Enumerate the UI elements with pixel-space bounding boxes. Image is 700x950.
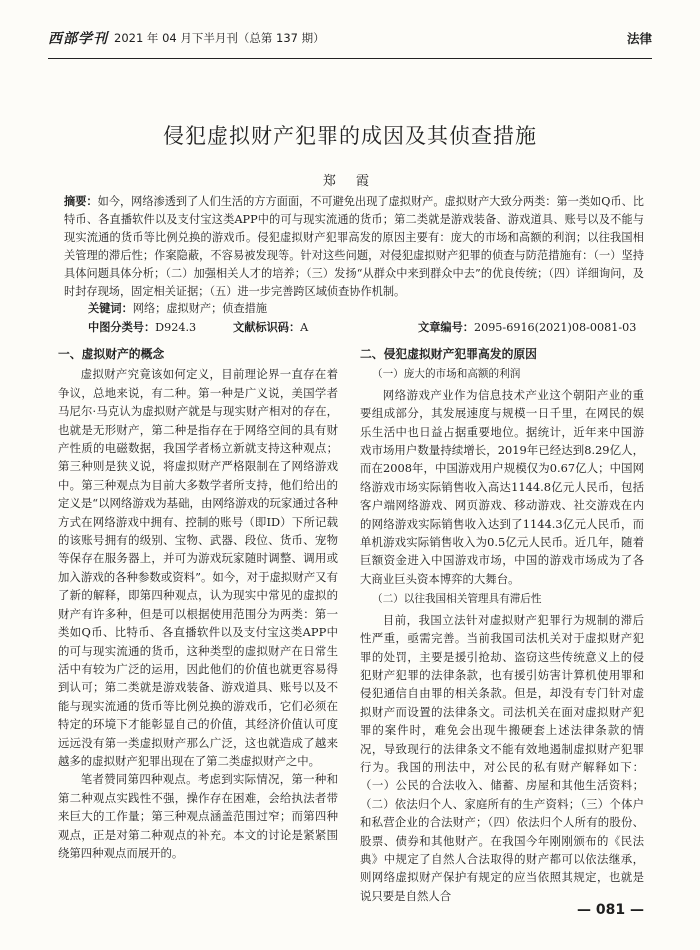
header-rule [48, 58, 652, 59]
paragraph: 虚拟财产究竟该如何定义，目前理论界一直存在着争议，总地来说，有二种。第一种是广义说，美国学者马尼尔·马克认为虚拟财产就是与现实财产相对的存在，也就是无形财产，第二种是指存在于网络空间的具有财产性质的电磁数据，我国学者杨立新就支持这种观点；第三种则是狭义说，将虚拟财产严格限制在了网络游戏中。第三种观点为目前大多数学者所支持，他们给出的定义是“以网络游戏为基础，由网络游戏的玩家通过各种方式在网络游戏中拥有、控制的账号（即ID）下所记载的该账号拥有的级别、宝物、武器、段位、货币、宠物等保存在服务器上，并可为游戏玩家随时调整、调用或加入游戏的各种参数或资料”。如今，对于虚拟财产又有了新的解释，即第四种观点，认为现实中常见的虚拟的财产有许多种，但是可以根据使用范围分为两类：第一类如Q币、比特币、各直播软件以及支付宝这类APP中的可与现实流通的货币，这种类型的虚拟财产在日常生活中有较为广泛的运用，因此他们的价值也就更容易得到认可；第二类就是游戏装备、游戏道具、账号以及不能与现实流通的货币等比例兑换的游戏币，它们必须在特定的环境下才能彰显自己的价值，其经济价值认可度远远没有第一类虚拟财产那么广泛，这也就造成了越来越多的虚拟财产犯罪出现在了第二类虚拟财产之中。 [58, 367, 338, 768]
keywords-text: 网络；虚拟财产；侦查措施 [132, 302, 268, 315]
keywords-label: 关键词： [88, 301, 133, 315]
article-number-value: 2095-6916(2021)08-0081-03 [473, 321, 637, 334]
clc-label: 中图分类号： [88, 320, 156, 334]
journal-logo: 西部学刊 [48, 31, 108, 47]
section-heading-2: 二、侵犯虚拟财产犯罪高发的原因 [360, 347, 537, 361]
abstract-text: 如今，网络渗透到了人们生活的方方面面，不可避免出现了虚拟财产。虚拟财产大致分两类：第一类如Q币、比特币、各直播软件以及支付宝这类APP中的可与现实流通的货币；第二类就是游戏装备、游戏道具、账号以及不能与现实流通的货币等比例兑换的游戏币。侵犯虚拟财产犯罪高发的原因主要有：庞大的市场和高额的利润；以往我国相关管理的滞后性；作案隐蔽，不容易被发现等。针对这些问题，对侵犯虚拟财产犯罪的侦查与防范措施有：（一）坚持具体问题具体分析；（二）加强相关人才的培养；（三）发扬“从群众中来到群众中去”的优良传统；（四）详细询问，及时封存现场，固定相关证据；（五）进一步完善跨区域侦查协作机制。 [64, 195, 644, 298]
doc-code-value: A [300, 321, 309, 334]
paragraph: 目前，我国立法针对虚拟财产犯罪行为规制的滞后性严重，亟需完善。当前我国司法机关对于虚拟财产犯罪的处罚，主要是援引抢劫、盗窃这些传统意义上的侵犯财产犯罪的法律条款，也有援引妨害计算机使用罪和侵犯通信自由罪的相关条款。但是，却没有专门针对虚拟财产而设置的法律条文。司法机关在面对虚拟财产犯罪的案件时，难免会出现牛搬硬套上述法律条款的情况，导致现行的法律条文不能有效地遏制虚拟财产犯罪行为。我国的刑法中，对公民的私有财产解释如下：（一）公民的合法收入、储蓄、房屋和其他生活资料；（二）依法归个人、家庭所有的生产资料；（三）个体户和私营企业的合法财产；（四）依法归个人所有的股份、股票、债券和其他财产。在我国今年刚刚颁布的《民法典》中规定了自然人合法取得的财产都可以依法继承，则网络虚拟财产保护有规定的应当依照其规定，也就是说只要是自然人合 [360, 612, 644, 903]
paragraph: 笔者赞同第四种观点。考虑到实际情况，第一种和第二种观点实践性不强，操作存在困难，会给执法者带来巨大的工作量；第三种观点涵盖范围过窄；而第四种观点，正是对第二种观点的补充。本文的讨论是紧紧围绕第四种观点而展开的。 [58, 772, 338, 860]
abstract [64, 192, 644, 301]
journal-info [48, 28, 325, 48]
issue-info: 2021 年 04 月下半月刊（总第 137 期） [114, 31, 325, 45]
right-column [360, 345, 644, 905]
doc-code [233, 319, 418, 335]
article-number-label: 文章编号： [418, 320, 474, 334]
page-number: — 081 — [577, 902, 644, 918]
section-label: 法律 [626, 31, 652, 46]
left-column [58, 345, 338, 862]
running-header [48, 18, 652, 58]
doc-code-label: 文献标识码： [233, 320, 301, 334]
subsection-heading-1: （一）庞大的市场和高额的利润 [372, 368, 521, 381]
abstract-label: 摘要： [64, 194, 98, 208]
paragraph: 网络游戏产业作为信息技术产业这个朝阳产业的重要组成部分，其发展速度与规模一日千里，在网民的娱乐生活中也日益占据重要地位。据统计，近年来中国游戏市场用户数量持续增长，2019年已经达到8.29亿人，而在2008年，中国游戏用户规模仅为0.67亿人；中国网络游戏市场实际销售收入高达1144.8亿元人民币，包括客户端网络游戏、网页游戏、移动游戏、社交游戏在内的网络游戏实际销售收入达到了1144.3亿元人民币，而单机游戏实际销售收入为0.5亿元人民币。近几年，随着巨额资金进入中国游戏市场，中国的游戏市场成为了各大商业巨头资本博弈的大舞台。 [360, 387, 644, 586]
article-title: 侵犯虚拟财产犯罪的成因及其侦查措施 [163, 124, 537, 148]
clc-number [88, 319, 233, 335]
article-author: 郑 霞 [322, 174, 378, 189]
subsection-heading-2: （二）以往我国相关管理具有滞后性 [372, 593, 542, 606]
clc-value: D924.3 [155, 321, 197, 334]
article-number [418, 319, 636, 335]
article-meta [88, 319, 644, 335]
keywords [88, 300, 267, 316]
section-heading-1: 一、虚拟财产的概念 [58, 347, 165, 361]
